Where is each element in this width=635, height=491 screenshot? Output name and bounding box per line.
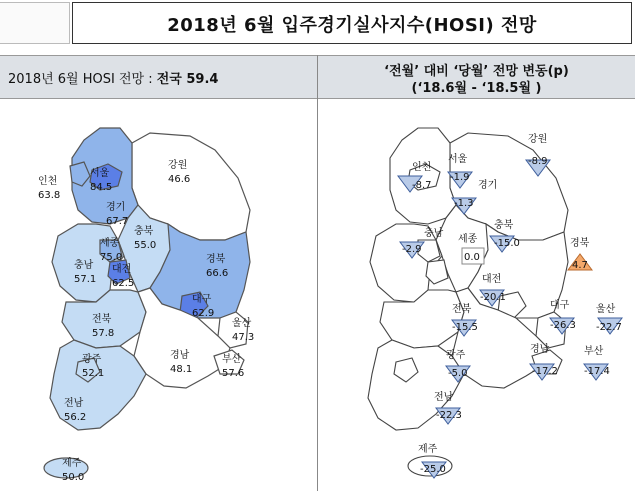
value-jeonnam: 56.2	[64, 412, 87, 423]
label-busan: 부산	[222, 354, 242, 365]
value-r-gyeongbuk: 4.7	[572, 260, 588, 271]
value-incheon: 63.8	[38, 190, 61, 201]
value-daejeon: 62.5	[112, 278, 135, 289]
value-r-incheon: -8.7	[412, 180, 432, 191]
value-gangwon: 46.6	[168, 174, 191, 185]
left-header-national: 전국 59.4	[156, 72, 219, 87]
label-seoul: 서울	[90, 168, 110, 179]
value-r-daegu: -26.3	[550, 320, 576, 331]
right-header-line2: (‘18.6월 - ‘18.5월 )	[411, 81, 542, 96]
value-r-chungnam: -2.9	[402, 244, 422, 255]
value-chungnam: 57.1	[74, 274, 97, 285]
value-r-sejong: 0.0	[464, 252, 480, 263]
right-header-line1: ‘전월’ 대비 ‘당월’ 전망 변동(p)	[384, 64, 569, 79]
value-jeju: 50.0	[62, 472, 85, 483]
value-r-gyeongnam: -17.2	[532, 366, 558, 377]
label-r-chungbuk: 충북	[494, 220, 514, 231]
label-daejeon: 대전	[112, 264, 132, 275]
value-chungbuk: 55.0	[134, 240, 157, 251]
value-r-gangwon: -8.9	[528, 156, 548, 167]
value-r-gwangju: -5.0	[448, 368, 468, 379]
label-r-gyeongnam: 경남	[530, 344, 550, 355]
label-r-daegu: 대구	[550, 300, 570, 311]
value-gwangju: 52.1	[82, 368, 105, 379]
value-r-jeju: -25.0	[420, 464, 446, 475]
label-ulsan: 울산	[232, 318, 252, 329]
label-jeonbuk: 전북	[92, 314, 112, 325]
value-r-gyeonggi: -1.3	[454, 198, 474, 209]
label-jeju: 제주	[62, 458, 82, 469]
label-r-seoul: 서울	[448, 154, 468, 165]
label-sejong: 세종	[100, 238, 120, 249]
value-busan: 57.6	[222, 368, 245, 379]
label-r-jeonbuk: 전북	[452, 304, 472, 315]
label-r-sejong: 세종	[458, 234, 478, 245]
label-gyeonggi: 경기	[106, 202, 126, 213]
label-daegu: 대구	[192, 294, 212, 305]
label-incheon: 인천	[38, 176, 58, 187]
label-chungbuk: 충북	[134, 226, 154, 237]
value-r-ulsan: -22.7	[596, 322, 622, 333]
label-r-chungnam: 충남	[424, 228, 444, 239]
label-gwangju: 광주	[82, 354, 102, 365]
value-gyeongnam: 48.1	[170, 364, 193, 375]
label-gyeongbuk: 경북	[206, 254, 226, 265]
label-r-gangwon: 강원	[528, 134, 548, 145]
value-ulsan: 47.3	[232, 332, 255, 343]
label-gyeongnam: 경남	[170, 350, 190, 361]
value-daegu: 62.9	[192, 308, 215, 319]
value-gyeongbuk: 66.6	[206, 268, 229, 279]
value-r-jeonbuk: -15.5	[452, 322, 478, 333]
label-r-gyeonggi: 경기	[478, 180, 498, 191]
value-gyeonggi: 67.7	[106, 216, 129, 227]
value-r-jeonnam: -22.3	[436, 410, 462, 421]
label-r-jeonnam: 전남	[434, 392, 454, 403]
label-gangwon: 강원	[168, 160, 188, 171]
label-r-jeju: 제주	[418, 444, 438, 455]
value-jeonbuk: 57.8	[92, 328, 115, 339]
label-r-busan: 부산	[584, 346, 604, 357]
page-title: 2018년 6월 입주경기실사지수(HOSI) 전망	[167, 15, 537, 36]
label-r-gyeongbuk: 경북	[570, 238, 590, 249]
value-r-daejeon: -20.1	[480, 292, 506, 303]
value-r-chungbuk: -15.0	[494, 238, 520, 249]
label-r-daejeon: 대전	[482, 274, 502, 285]
label-chungnam: 충남	[74, 260, 94, 271]
label-r-incheon: 인천	[412, 162, 432, 173]
value-sejong: 75.0	[100, 252, 123, 263]
label-r-ulsan: 울산	[596, 304, 616, 315]
value-r-busan: -17.4	[584, 366, 610, 377]
label-r-gwangju: 광주	[446, 350, 466, 361]
left-header-prefix: 2018년 6월 HOSI 전망 :	[8, 72, 157, 87]
label-jeonnam: 전남	[64, 398, 84, 409]
value-r-seoul: -1.9	[450, 172, 470, 183]
value-seoul: 84.5	[90, 182, 113, 193]
